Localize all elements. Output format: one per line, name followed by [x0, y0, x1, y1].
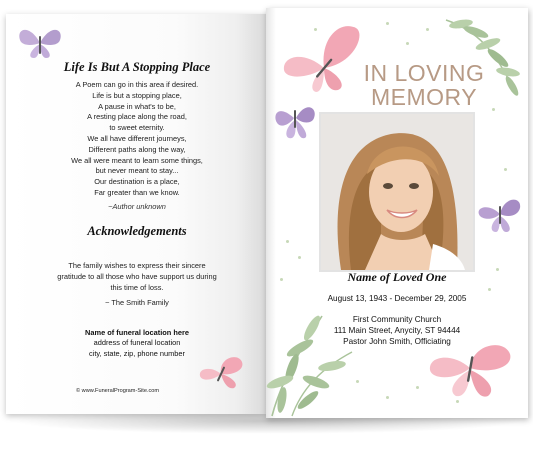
location-line: city, state, zip, phone number — [89, 348, 185, 358]
decor-dot — [286, 240, 289, 243]
headline-line-2: MEMORY — [370, 84, 478, 110]
leaf-sprig-icon — [252, 308, 362, 418]
acknowledgements-signature: ~ The Smith Family — [105, 298, 169, 307]
life-dates: August 13, 1943 - December 29, 2005 — [327, 294, 467, 303]
decor-dot — [386, 22, 389, 25]
ack-line: gratitude to all those who have support us during — [57, 271, 217, 281]
poem-line: Life is but a stopping place, — [92, 90, 182, 100]
poem-line: A pause in what's to be, — [98, 101, 176, 111]
headline-line-1: IN LOVING — [363, 60, 485, 86]
poem-line: Our destination is a place, — [94, 177, 180, 187]
decor-dot — [426, 28, 429, 31]
poem-line: We all were meant to learn some things, — [71, 155, 203, 165]
decor-dot — [386, 396, 389, 399]
decor-dot — [456, 400, 459, 403]
service-line: First Community Church — [352, 315, 442, 324]
service-line: 111 Main Street, Anycity, ST 94444 — [333, 325, 461, 335]
location-line: address of funeral location — [93, 338, 181, 348]
butterfly-icon — [272, 92, 320, 146]
ack-line: this time of loss. — [110, 282, 164, 292]
poem-line: Far greater than we know. — [94, 187, 180, 197]
service-line: Pastor John Smith, Officiating — [343, 336, 451, 346]
decor-dot — [406, 42, 409, 45]
portrait-photo — [319, 112, 475, 272]
butterfly-icon — [474, 192, 524, 238]
loved-one-name: Name of Loved One — [347, 270, 447, 284]
acknowledgements-text — [40, 261, 234, 293]
front-cover-page — [266, 8, 528, 418]
poem-line: but never meant to stay... — [95, 166, 179, 176]
decor-dot — [488, 288, 491, 291]
copyright-text: © www.FuneralProgram-Site.com — [76, 388, 160, 394]
poem-line: A Poem can go in this area if desired. — [75, 80, 199, 89]
poem-author: ~Author unknown — [108, 202, 166, 211]
butterfly-icon — [426, 338, 512, 400]
butterfly-icon — [196, 352, 246, 392]
acknowledgements-title: Acknowledgements — [87, 224, 187, 238]
location-title: Name of funeral location here — [85, 328, 189, 337]
decor-dot — [298, 256, 301, 259]
poem-line: to sweet eternity. — [109, 123, 165, 133]
poem-line: Different paths along the way, — [88, 144, 186, 154]
butterfly-icon — [16, 24, 64, 62]
poem-line: We all have different journeys, — [87, 133, 187, 143]
poem-body — [26, 80, 248, 199]
poem-line: A resting place along the road, — [87, 112, 187, 122]
ack-line: The family wishes to express their sincere — [68, 261, 206, 270]
inner-left-page — [6, 14, 268, 414]
decor-dot — [504, 168, 507, 171]
poem-title: Life Is But A Stopping Place — [63, 60, 211, 74]
decor-dot — [416, 386, 419, 389]
